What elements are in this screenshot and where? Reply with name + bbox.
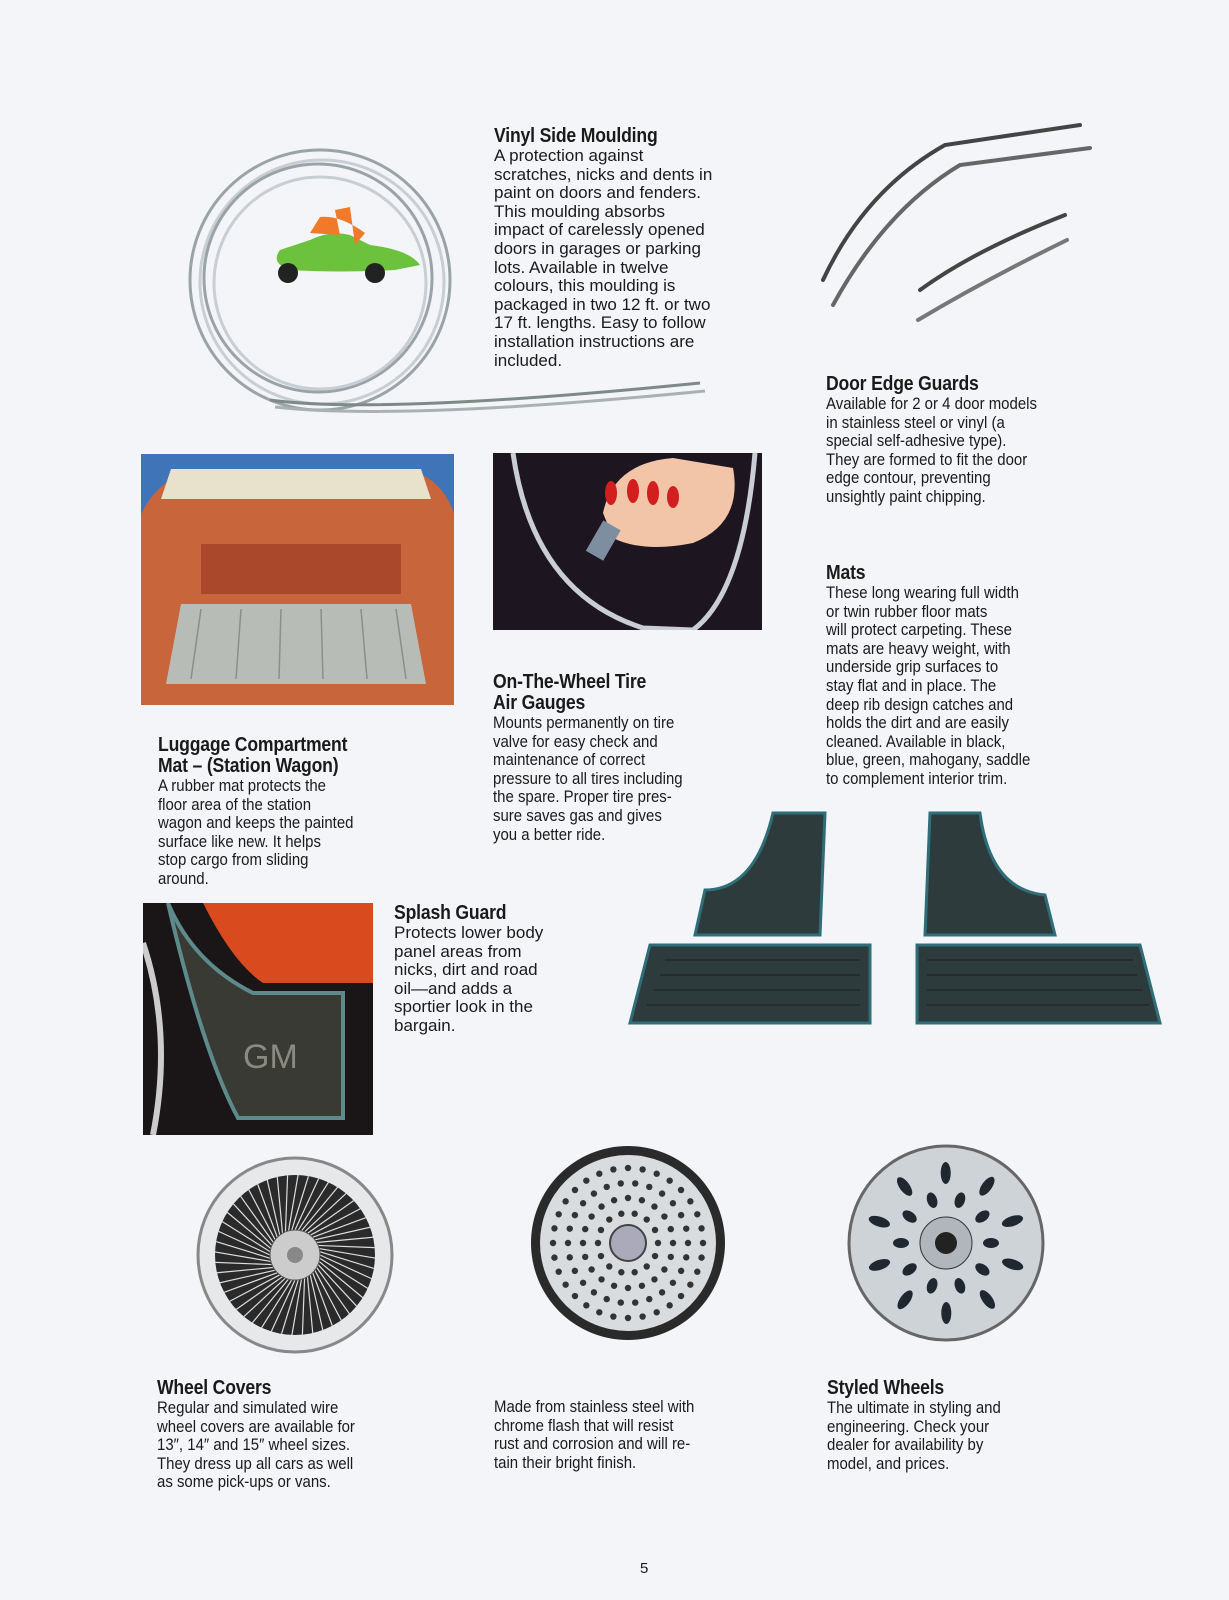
section-body: A protection against scratches, nicks and dents in paint on doors and fenders. This moulding absorbs impact of carelessly opened doors in garages or parking lots. Available in twelve colours, this moulding is packaged in two 12 ft. or two 17 ft. lengths. Easy to follow installation instructions are included. bbox=[494, 146, 713, 370]
section-body: Made from stainless steel with chrome flash that will resist rust and corrosion and will re- tain their bright finish. bbox=[494, 1397, 695, 1472]
stainless-covers-section bbox=[494, 1398, 722, 1472]
door-edge-guards-section bbox=[826, 374, 1066, 507]
section-title: Door Edge Guards bbox=[826, 373, 979, 395]
section-body: The ultimate in styling and engineering. Check your dealer for availability by model, and prices. bbox=[827, 1398, 1001, 1473]
section-body: A rubber mat protects the floor area of the station wagon and keeps the painted surface like new. It helps stop cargo from sliding around. bbox=[158, 776, 354, 888]
section-title: Wheel Covers bbox=[157, 1377, 272, 1399]
section-title: Luggage Compartment Mat – (Station Wagon) bbox=[158, 734, 348, 777]
luggage-mat-section bbox=[158, 735, 380, 889]
mats-section bbox=[826, 563, 1058, 789]
vinyl-side-moulding-section bbox=[494, 126, 712, 370]
section-title: Styled Wheels bbox=[827, 1377, 945, 1399]
section-title: Splash Guard bbox=[394, 902, 507, 924]
luggage-compartment-image bbox=[141, 454, 454, 705]
section-body: These long wearing full width or twin rubber floor mats will protect carpeting. These mats are heavy weight, with underside grip surfaces to stay flat and in place. The deep rib design catches and holds the dirt and are easily cleaned. Available in black, blue, green, mahogany, saddle to complement interior trim. bbox=[826, 583, 1031, 788]
section-body: Mounts permanently on tire valve for easy check and maintenance of correct pressure to all tires including the spare. Proper tire pres- sure saves gas and gives you a better ride. bbox=[493, 713, 683, 844]
section-body: Protects lower body panel areas from nicks, dirt and road oil—and adds a sportier look in the bargain. bbox=[394, 923, 544, 1035]
floor-mats-image bbox=[625, 810, 1165, 1030]
wire-wheel-cover-image bbox=[195, 1155, 395, 1355]
page-number: 5 bbox=[640, 1560, 649, 1577]
section-title: Mats bbox=[826, 562, 866, 584]
styled-wheels-section bbox=[827, 1378, 1025, 1473]
styled-wheel-image bbox=[846, 1143, 1046, 1343]
tire-gauge-image bbox=[493, 453, 762, 630]
wheel-covers-section bbox=[157, 1378, 382, 1492]
section-title: On-The-Wheel Tire Air Gauges bbox=[493, 671, 647, 714]
gm-logo: GM bbox=[243, 1038, 298, 1076]
stainless-wheel-cover-image bbox=[528, 1143, 728, 1343]
section-body: Regular and simulated wire wheel covers are available for 13″, 14″ and 15″ wheel sizes. They dress up all cars as well as some pick-ups or vans. bbox=[157, 1398, 355, 1492]
section-title: Vinyl Side Moulding bbox=[494, 125, 658, 147]
splash-guard-image bbox=[143, 903, 373, 1135]
section-body: Available for 2 or 4 door models in stainless steel or vinyl (a special self-adhesive type). They are formed to fit the door edge contour, preventing unsightly paint chipping. bbox=[826, 394, 1037, 506]
splash-guard-section bbox=[394, 903, 543, 1036]
door-edge-guards-image bbox=[815, 120, 1095, 330]
